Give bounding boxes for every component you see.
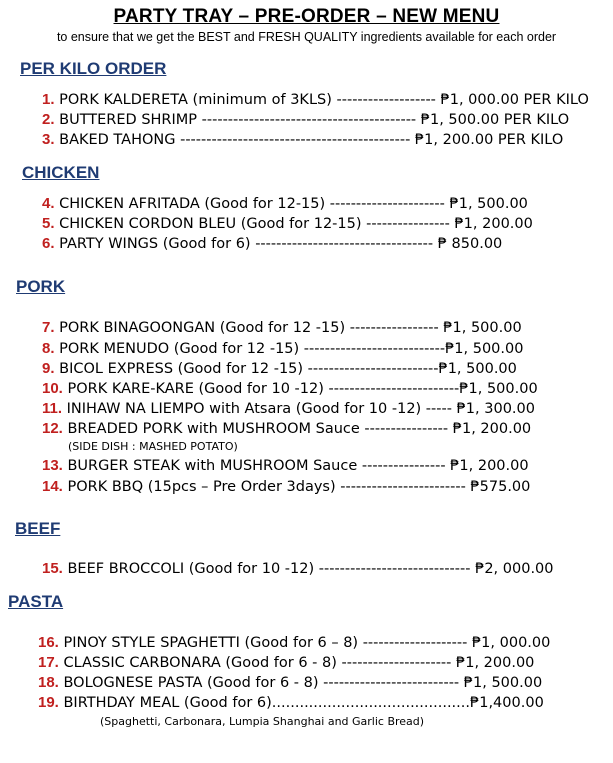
item-text: CHICKEN AFRITADA (Good for 12-15) ---------------------- ₱1, 500.00: [59, 196, 528, 212]
menu-item: [42, 235, 502, 252]
item-number: 2.: [42, 111, 55, 128]
item-text: INIHAW NA LIEMPO with Atsara (Good for 10 -12) ----- ₱1, 300.00: [66, 401, 535, 417]
menu-item: [42, 195, 528, 212]
item-text: PINOY STYLE SPAGHETTI (Good for 6 – 8) -------------------- ₱1, 000.00: [63, 635, 551, 651]
item-text: PORK BINAGOONGAN (Good for 12 -15) ----------------- ₱1, 500.00: [59, 320, 522, 336]
item-text: PORK KALDERETA (minimum of 3KLS) ------------------- ₱1, 000.00 PER KILO: [59, 92, 589, 108]
side-dish-note: (SIDE DISH : MASHED POTATO): [68, 440, 238, 453]
item-number: 16.: [38, 634, 59, 651]
item-number: 5.: [42, 215, 55, 232]
section-pork: PORK: [16, 277, 66, 296]
item-text: BREADED PORK with MUSHROOM Sauce ---------------- ₱1, 200.00: [67, 421, 532, 437]
item-number: 15.: [42, 560, 63, 577]
item-text: BICOL EXPRESS (Good for 12 -15) -------------------------₱1, 500.00: [59, 361, 517, 377]
menu-item: [42, 131, 563, 148]
section-beef: BEEF: [15, 519, 61, 538]
menu-item: [42, 560, 554, 577]
menu-item: [38, 694, 544, 711]
item-text: CLASSIC CARBONARA (Good for 6 - 8) --------------------- ₱1, 200.00: [63, 655, 535, 671]
item-number: 10.: [42, 380, 63, 397]
item-number: 18.: [38, 674, 59, 691]
menu-item: [42, 420, 531, 437]
menu-item: [42, 457, 529, 474]
menu-item: [38, 654, 534, 671]
item-number: 12.: [42, 420, 63, 437]
menu-item: [38, 634, 550, 651]
menu-item: [42, 478, 530, 495]
menu-item: [38, 674, 542, 691]
item-text: PARTY WINGS (Good for 6) ---------------------------------- ₱ 850.00: [59, 236, 503, 252]
menu-subtitle: to ensure that we get the BEST and FRESH QUALITY ingredients available for each order: [56, 30, 557, 44]
section-per-kilo-order: PER KILO ORDER: [20, 59, 167, 78]
item-text: BAKED TAHONG -------------------------------------------- ₱1, 200.00 PER KILO: [59, 132, 564, 148]
item-number: 6.: [42, 235, 55, 252]
menu-item: [42, 111, 569, 128]
menu-item: [42, 340, 523, 357]
section-chicken: CHICKEN: [22, 163, 100, 182]
item-text: BIRTHDAY MEAL (Good for 6)...........................................₱1,400.00: [63, 695, 544, 711]
item-text: CHICKEN CORDON BLEU (Good for 12-15) ---------------- ₱1, 200.00: [59, 216, 533, 232]
menu-item: [42, 360, 517, 377]
birthday-meal-note: (Spaghetti, Carbonara, Lumpia Shanghai and Garlic Bread): [100, 715, 425, 728]
item-number: 7.: [42, 319, 55, 336]
item-text: BURGER STEAK with MUSHROOM Sauce ---------------- ₱1, 200.00: [67, 458, 529, 474]
item-number: 9.: [42, 360, 55, 377]
menu-title: PARTY TRAY – PRE-ORDER – NEW MENU: [113, 6, 500, 27]
item-text: BUTTERED SHRIMP ----------------------------------------- ₱1, 500.00 PER KILO: [59, 112, 570, 128]
item-text: BEEF BROCCOLI (Good for 10 -12) ----------------------------- ₱2, 000.00: [67, 561, 554, 577]
item-number: 13.: [42, 457, 63, 474]
item-number: 4.: [42, 195, 55, 212]
item-number: 19.: [38, 694, 59, 711]
menu-item: [42, 400, 535, 417]
menu-item: [42, 91, 589, 108]
item-text: PORK MENUDO (Good for 12 -15) ---------------------------₱1, 500.00: [59, 341, 524, 357]
item-text: PORK BBQ (15pcs – Pre Order 3days) ------------------------ ₱575.00: [67, 479, 531, 495]
item-number: 11.: [42, 400, 63, 417]
menu-item: [42, 380, 538, 397]
item-number: 3.: [42, 131, 55, 148]
item-number: 1.: [42, 91, 55, 108]
menu-item: [42, 215, 533, 232]
item-text: PORK KARE-KARE (Good for 10 -12) -------------------------₱1, 500.00: [67, 381, 538, 397]
item-text: BOLOGNESE PASTA (Good for 6 - 8) -------------------------- ₱1, 500.00: [63, 675, 543, 691]
section-pasta: PASTA: [8, 592, 64, 611]
menu-item: [42, 319, 522, 336]
item-number: 8.: [42, 340, 55, 357]
item-number: 14.: [42, 478, 63, 495]
item-number: 17.: [38, 654, 59, 671]
